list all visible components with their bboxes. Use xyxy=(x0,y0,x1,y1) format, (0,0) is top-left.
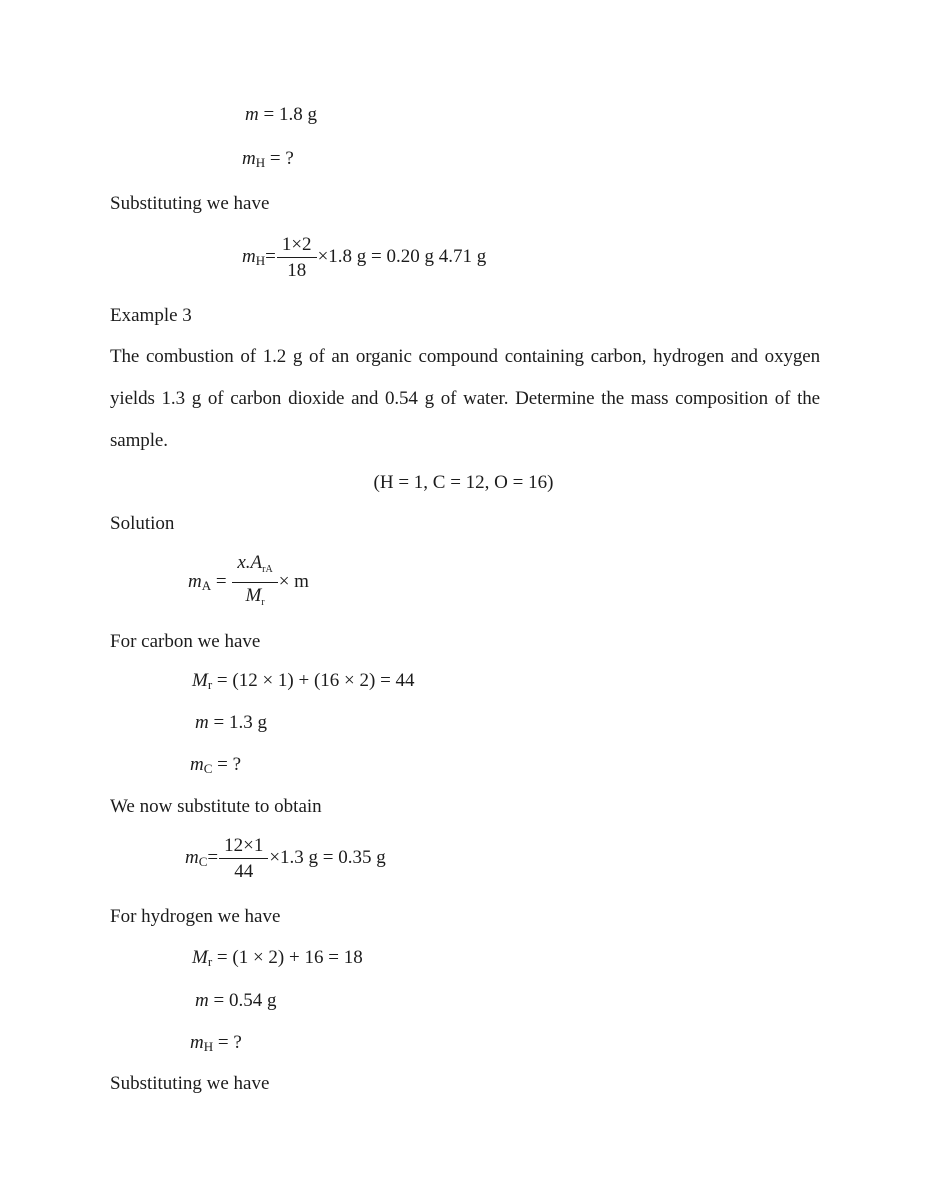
equation-tail xyxy=(279,571,309,592)
atomic-masses-note: (H = 1, C = 12, O = 16) xyxy=(373,472,554,493)
subscript-c: C xyxy=(203,761,213,776)
equation-mr-carbon xyxy=(192,669,415,697)
subscript-r: r xyxy=(207,954,213,969)
variable-m: m xyxy=(185,846,199,868)
variable-xa: x.A xyxy=(237,552,263,573)
variable-m: m xyxy=(190,754,204,775)
equation-mass-given-co2 xyxy=(195,711,267,735)
substituting-text-first: Substituting we have xyxy=(110,193,270,214)
problem-paragraph-line-3: sample. xyxy=(110,430,168,451)
example-3-heading: Example 3 xyxy=(110,305,192,326)
equation-mh-unknown-first xyxy=(242,147,294,175)
fraction xyxy=(277,233,317,282)
equation-text: = ? xyxy=(212,754,242,775)
fraction-denominator: 44 xyxy=(234,861,254,882)
equation-mc-solved xyxy=(185,834,386,883)
fraction-numerator: 1×2 xyxy=(277,233,317,258)
equation-text: = 1.3 g xyxy=(208,712,267,733)
subscript-h: H xyxy=(255,252,266,268)
variable-m: m xyxy=(190,1032,204,1053)
subscript-h: H xyxy=(255,155,266,170)
equation-text: = 0.54 g xyxy=(208,990,277,1011)
subscript-c: C xyxy=(198,853,208,869)
subscript-r: r xyxy=(261,597,265,608)
equation-mh-solved xyxy=(242,233,486,282)
variable-m: m xyxy=(195,990,209,1011)
fraction-numerator: 12×1 xyxy=(219,834,268,859)
equals-sign: = xyxy=(207,846,219,868)
subscript-h: H xyxy=(203,1039,214,1054)
equation-mc-unknown xyxy=(190,753,241,781)
variable-m: M xyxy=(192,947,208,968)
fraction xyxy=(232,551,277,614)
equals-sign: = xyxy=(211,570,232,592)
equation-text: = ? xyxy=(265,148,294,169)
variable-m: m xyxy=(245,104,259,125)
subscript-ra: rA xyxy=(262,564,273,575)
variable-mr: M xyxy=(245,585,262,606)
subscript-a: A xyxy=(201,577,212,593)
variable-m: m xyxy=(242,245,256,267)
equation-text: = (1 × 2) + 16 = 18 xyxy=(212,947,363,968)
variable-m: m xyxy=(195,712,209,733)
times-m: × m xyxy=(278,570,309,592)
for-hydrogen-text: For hydrogen we have xyxy=(110,906,281,927)
equation-mass-given-water2 xyxy=(195,989,276,1013)
fraction-denominator: 18 xyxy=(287,260,307,281)
equation-mh-unknown-second xyxy=(190,1031,242,1059)
we-substitute-text: We now substitute to obtain xyxy=(110,796,322,817)
fraction xyxy=(219,834,268,883)
problem-paragraph-line-2: yields 1.3 g of carbon dioxide and 0.54 g of water. Determine the mass composition of the xyxy=(110,388,820,409)
subscript-r: r xyxy=(207,677,213,692)
equals-sign: = xyxy=(265,245,276,267)
fraction-numerator xyxy=(232,551,277,583)
substituting-text-second: Substituting we have xyxy=(110,1073,270,1094)
equation-mass-given-water xyxy=(245,103,317,127)
variable-m: M xyxy=(192,670,208,691)
solution-heading: Solution xyxy=(110,513,175,534)
equation-text: = (12 × 1) + (16 × 2) = 44 xyxy=(212,670,415,691)
problem-paragraph-line-1: The combustion of 1.2 g of an organic compound containing carbon, hydrogen and oxygen xyxy=(110,346,820,367)
equation-text: = ? xyxy=(213,1032,242,1053)
equation-general-formula xyxy=(188,551,309,614)
equation-result: ×1.8 g = 0.20 g 4.71 g xyxy=(317,245,487,267)
equation-mr-hydrogen xyxy=(192,946,363,974)
for-carbon-text: For carbon we have xyxy=(110,631,261,652)
equation-text: = 1.8 g xyxy=(258,104,317,125)
variable-m: m xyxy=(242,148,256,169)
variable-m: m xyxy=(188,570,202,592)
fraction-denominator xyxy=(232,583,277,614)
equation-result: ×1.3 g = 0.35 g xyxy=(269,846,386,868)
